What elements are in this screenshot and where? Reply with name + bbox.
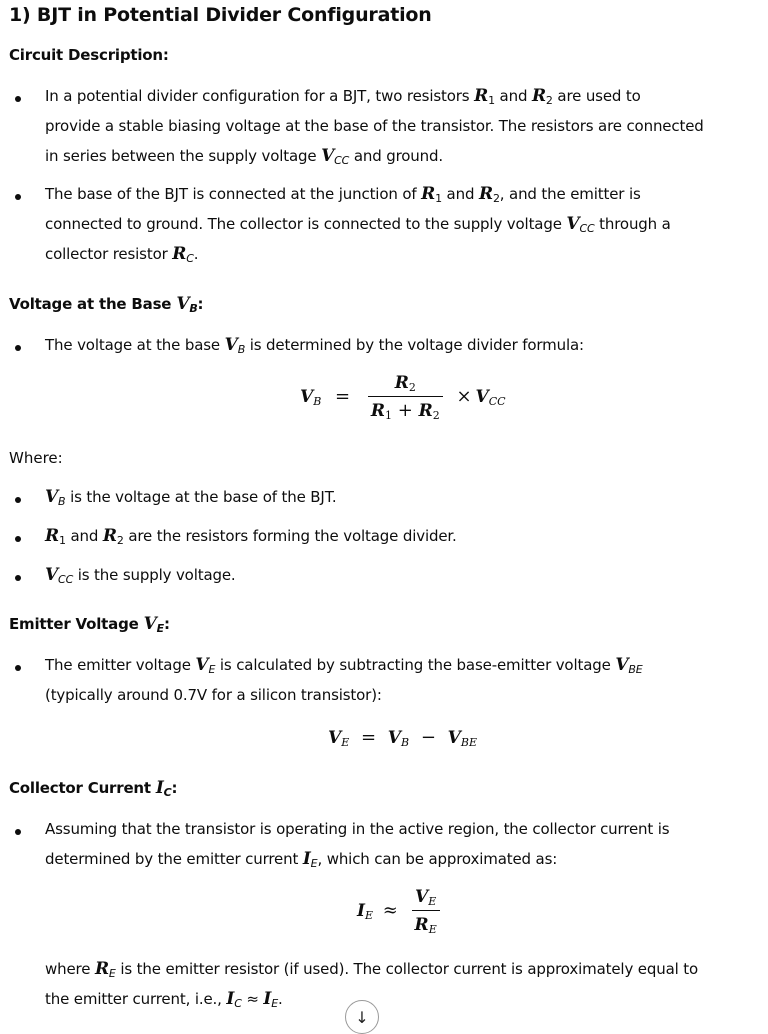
- section-heading-base: Voltage at the Base $V_B$:: [9, 294, 204, 315]
- list-item-where-3: $V_{CC}$ is the supply voltage.: [45, 565, 236, 586]
- list-item-where-2: $R_1$ and $R_2$ are the resistors forming the voltage divider.: [45, 526, 457, 547]
- arrow-down-icon: ↓: [355, 1007, 369, 1027]
- list-item-circuit-1: In a potential divider configuration for a BJT, two resistors $R_1$ and $R_2$ are used to provide a stable biasing voltage at the base of the transistor. The resistors are connected in series between the supply voltage $V_{CC}$ and ground.: [45, 86, 704, 167]
- list-item-where-1: $V_B$ is the voltage at the base of the BJT.: [45, 487, 337, 508]
- equation-emitter-current: $I_E$ ≈ $\frac{V_E}{R_E}$: [357, 886, 444, 936]
- section-heading-collector: Collector Current $I_C$:: [9, 778, 178, 799]
- list-item-circuit-2: The base of the BJT is connected at the junction of $R_1$ and $R_2$, and the emitter is connected to ground. The collector is connected to the supply voltage $V_{CC}$ through a collector resistor $R_C$.: [45, 184, 671, 265]
- scroll-down-button[interactable]: [345, 1000, 379, 1034]
- equation-emitter-voltage: $V_E = V_B - V_{BE}$: [328, 727, 477, 749]
- equation-voltage-divider: $V_B$ = $\frac{R_2}{R_1 + R_2}$ × $V_{CC}$: [300, 373, 506, 422]
- list-item-collector-1: Assuming that the transistor is operating in the active region, the collector current is determined by the emitter current $I_E$, which can be approximated as:: [45, 820, 670, 870]
- paragraph-footer: where $R_E$ is the emitter resistor (if used). The collector current is approximately equal to the emitter current, i.e., $I_C \approx I_E$.: [45, 959, 699, 1010]
- section-heading-emitter: Emitter Voltage $V_E$:: [9, 614, 170, 635]
- list-item-emitter-1: The emitter voltage $V_E$ is calculated by subtracting the base-emitter voltage $V_{BE}$ (typically around 0.7V for a silicon transistor):: [45, 655, 643, 704]
- where-label: Where:: [9, 449, 63, 467]
- list-item-base-1: The voltage at the base $V_B$ is determined by the voltage divider formula:: [45, 335, 584, 356]
- section-heading-circuit: Circuit Description:: [9, 46, 169, 64]
- page-title: 1) BJT in Potential Divider Configuration: [9, 4, 432, 26]
